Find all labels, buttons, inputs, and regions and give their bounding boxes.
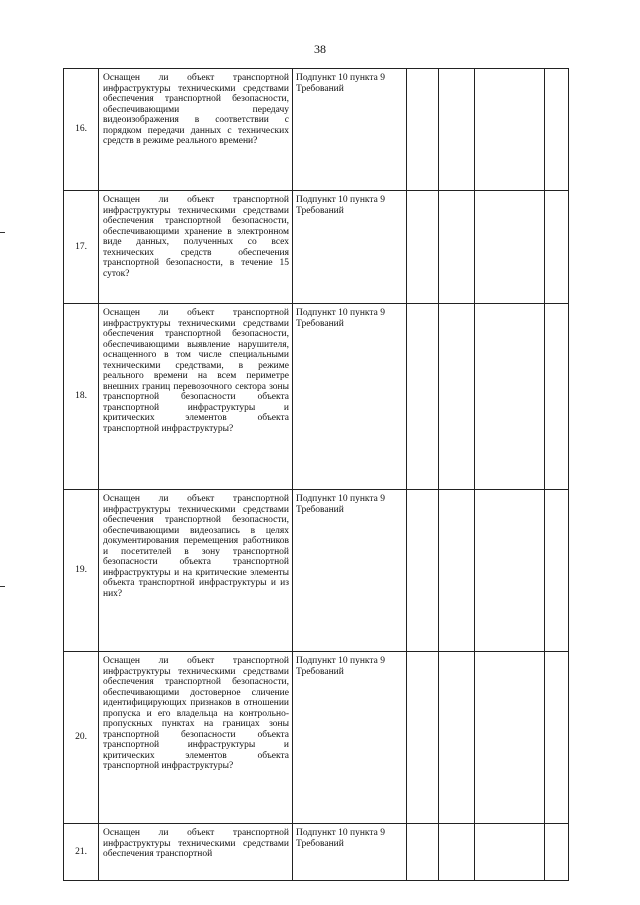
answer-cell-not-applicable[interactable] [475,490,545,652]
page-number: 38 [314,42,326,56]
answer-cell-not-applicable[interactable] [475,652,545,824]
answer-cell-yes[interactable] [407,69,439,191]
answer-cell-yes[interactable] [407,824,439,881]
row-reference: Подпункт 10 пункта 9 Требований [293,824,407,881]
answer-cell-yes[interactable] [407,490,439,652]
table-row [64,69,569,191]
table-row [64,191,569,304]
scan-edge-mark [0,232,5,233]
answer-cell-not-applicable[interactable] [475,191,545,304]
comment-cell[interactable] [545,69,569,191]
row-number: 20. [64,652,99,824]
row-question: Оснащен ли объект транспортной инфраструктуры техническими средствами обеспечения транспортной безопасности, обеспечивающими видеозапись в целях документирования перемещения работников и посетителей в зону транспортной безопасности объекта транспортной инфраструктуры и на критические элементы объекта транспортной инфраструктуры и из них? [99,490,293,652]
answer-cell-yes[interactable] [407,652,439,824]
answer-cell-no[interactable] [439,304,475,490]
answer-cell-no[interactable] [439,824,475,881]
comment-cell[interactable] [545,490,569,652]
answer-cell-no[interactable] [439,69,475,191]
comment-cell[interactable] [545,652,569,824]
comment-cell[interactable] [545,191,569,304]
row-question: Оснащен ли объект транспортной инфраструктуры техническими средствами обеспечения транспортной безопасности, обеспечивающими хранение в электронном виде данных, полученных со всех технических средств обеспечения транспортной безопасности, в течение 15 суток? [99,191,293,304]
scan-edge-mark [0,586,5,587]
answer-cell-not-applicable[interactable] [475,824,545,881]
comment-cell[interactable] [545,304,569,490]
row-question: Оснащен ли объект транспортной инфраструктуры техническими средствами обеспечения транспортной безопасности, обеспечивающими выявление нарушителя, оснащенного в том числе специальными техническими средствами, в режиме реального времени на всем периметре внешних границ перевозочного сектора зоны транспортной безопасности объекта транспортной инфраструктуры и критических элементов объекта транспортной инфраструктуры? [99,304,293,490]
table-row [64,824,569,881]
row-reference: Подпункт 10 пункта 9 Требований [293,69,407,191]
row-reference: Подпункт 10 пункта 9 Требований [293,652,407,824]
row-number: 18. [64,304,99,490]
answer-cell-yes[interactable] [407,191,439,304]
row-question: Оснащен ли объект транспортной инфраструктуры техническими средствами обеспечения транспортной [99,824,293,881]
row-reference: Подпункт 10 пункта 9 Требований [293,490,407,652]
comment-cell[interactable] [545,824,569,881]
row-number: 16. [64,69,99,191]
row-reference: Подпункт 10 пункта 9 Требований [293,304,407,490]
answer-cell-not-applicable[interactable] [475,304,545,490]
answer-cell-no[interactable] [439,191,475,304]
table-row [64,490,569,652]
row-number: 19. [64,490,99,652]
row-question: Оснащен ли объект транспортной инфраструктуры техническими средствами обеспечения транспортной безопасности, обеспечивающими достоверное сличение идентифицирующих признаков в отношении пропуска и его владельца на контрольно-пропускных пунктах на границах зоны транспортной безопасности объекта транспортной инфраструктуры и критических элементов объекта транспортной инфраструктуры? [99,652,293,824]
answer-cell-yes[interactable] [407,304,439,490]
checklist-table [63,68,569,881]
row-number: 21. [64,824,99,881]
row-question: Оснащен ли объект транспортной инфраструктуры техническими средствами обеспечения транспортной безопасности, обеспечивающими передачу видеоизображения в соответствии с порядком передачи данных с технических средств в режиме реального времени? [99,69,293,191]
table-row [64,652,569,824]
table-row [64,304,569,490]
row-number: 17. [64,191,99,304]
answer-cell-no[interactable] [439,490,475,652]
row-reference: Подпункт 10 пункта 9 Требований [293,191,407,304]
answer-cell-no[interactable] [439,652,475,824]
answer-cell-not-applicable[interactable] [475,69,545,191]
